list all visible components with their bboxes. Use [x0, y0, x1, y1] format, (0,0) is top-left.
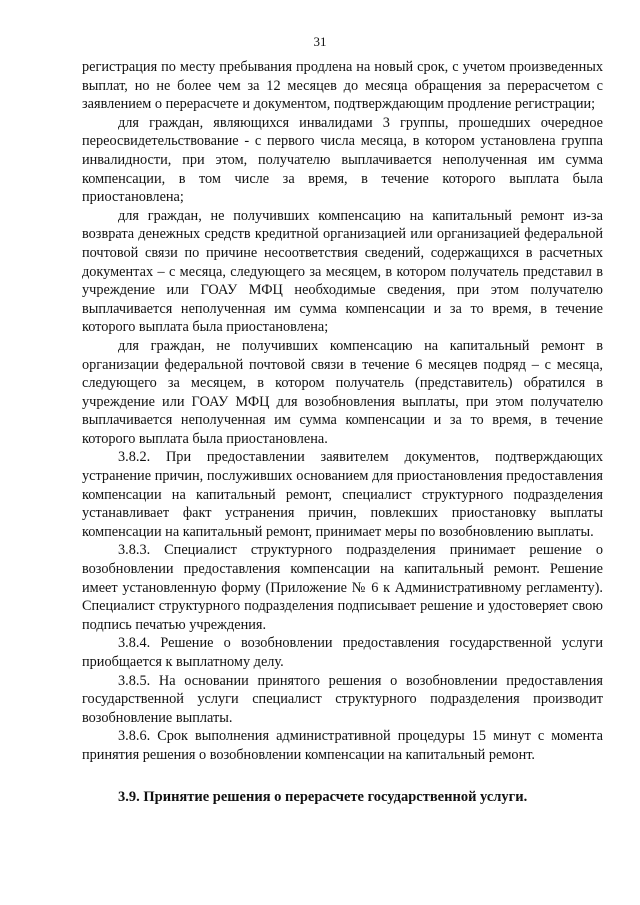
paragraph-disabled-citizens: для граждан, являющихся инвалидами 3 группы, прошедших очередное переосвидетельствование - с первого числа месяца, в котором установлена группа инвалидности, при этом, получателю выплачивается неполученная им сумма компенсации, в том числе за время, в течение которого выплата была приостановлена;	[82, 114, 603, 206]
paragraph-registration: регистрация по месту пребывания продлена на новый срок, с учетом произведенных выплат, но не более чем за 12 месяцев до месяца обращения за перерасчетом с заявлением о перерасчете и документом, подтверждающим продление регистрации;	[82, 59, 603, 113]
paragraph-postal-6-months: для граждан, не получивших компенсацию на капитальный ремонт в организации федеральной почтовой связи в течение 6 месяцев подряд – с месяца, следующего за месяцем, в котором получатель (представитель) обратился в учреждение или ГОАУ МФЦ для возобновления выплаты, при этом получателю выплачивается неполученная им сумма компенсации и за то время, в течение которого выплата была приостановлена.	[82, 337, 603, 447]
paragraph-3-8-5: 3.8.5. На основании принятого решения о возобновлении предоставления государственной услуги специалист структурного подразделения производит возобновление выплаты.	[82, 672, 603, 726]
paragraph-3-8-6: 3.8.6. Срок выполнения административной процедуры 15 минут с момента принятия решения о возобновлении компенсации на капитальный ремонт.	[82, 728, 603, 763]
paragraph-returned-funds: для граждан, не получивших компенсацию на капитальный ремонт из-за возврата денежных средств кредитной организацией или организацией федеральной почтовой связи по причине несоответствия сведений, содержащихся в расчетных документах – с месяца, следующего за месяцем, в котором получатель представил в учреждение или ГОАУ МФЦ необходимые сведения, при этом получателю выплачивается неполученная им сумма компенсации и за то время, в течение которого выплата была приостановлена;	[82, 207, 603, 336]
paragraph-3-8-3: 3.8.3. Специалист структурного подразделения принимает решение о возобновлении предоставления компенсации на капитальный ремонт. Решение имеет установленную форму (Приложение № 6 к Административному регламенту). Специалист структурного подразделения подписывает решение и удостоверяет свою подпись печатью учреждения.	[82, 542, 603, 633]
page-number: 31	[313, 34, 327, 49]
section-heading-3-9: 3.9. Принятие решения о перерасчете государственной услуги.	[118, 789, 528, 805]
body-text	[82, 58, 603, 765]
paragraph-3-8-2: 3.8.2. При предоставлении заявителем документов, подтверждающих устранение причин, послуживших основанием для приостановления предоставления компенсации на капитальный ремонт, специалист структурного подразделения устанавливает факт устранения причин, повлекших приостановку выплаты компенсации на капитальный ремонт, принимает меры по возобновлению выплаты.	[82, 449, 603, 540]
paragraph-3-8-4: 3.8.4. Решение о возобновлении предоставления государственной услуги приобщается к выплатному делу.	[82, 635, 603, 670]
